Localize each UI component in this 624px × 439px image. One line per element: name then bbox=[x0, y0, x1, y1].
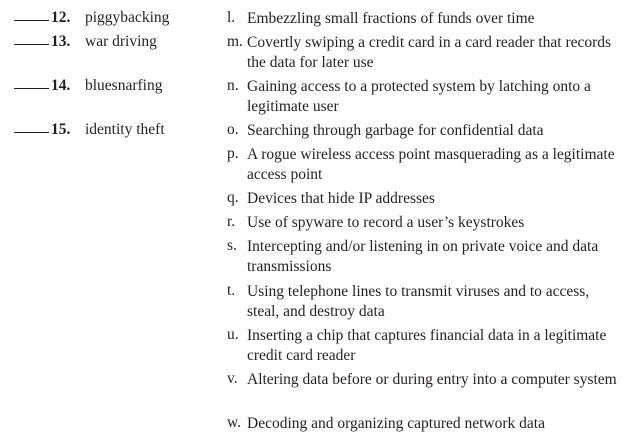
term-text: piggybacking bbox=[85, 9, 170, 26]
term-number: 13. bbox=[51, 33, 71, 50]
definition-text: Searching through garbage for confidential data bbox=[247, 122, 544, 139]
definition-text: A rogue wireless access point masquerading as a legitimate access point bbox=[247, 146, 615, 183]
definition-letter: s. bbox=[227, 237, 237, 254]
definition-letter: v. bbox=[227, 370, 238, 387]
answer-blank[interactable] bbox=[14, 44, 49, 45]
answer-blank[interactable] bbox=[14, 132, 49, 133]
definition-item-v bbox=[227, 370, 619, 390]
definition-item-w bbox=[227, 414, 619, 434]
term-item-14 bbox=[14, 77, 162, 99]
definition-text: Covertly swiping a credit card in a card reader that records the data for later use bbox=[247, 34, 612, 71]
definition-letter: m. bbox=[227, 33, 243, 50]
definition-text: Use of spyware to record a user’s keystrokes bbox=[247, 214, 525, 231]
term-text: identity theft bbox=[85, 121, 165, 138]
definition-item-m bbox=[227, 33, 619, 72]
definition-text: Using telephone lines to transmit viruses and to access, steal, and destroy data bbox=[247, 283, 590, 320]
definition-letter: o. bbox=[227, 121, 239, 138]
definition-text: Decoding and organizing captured network data bbox=[247, 415, 545, 432]
definition-item-s bbox=[227, 237, 619, 276]
definition-text: Inserting a chip that captures financial data in a legitimate credit card reader bbox=[247, 327, 607, 364]
definition-text: Gaining access to a protected system by latching onto a legitimate user bbox=[247, 78, 591, 115]
term-number: 15. bbox=[51, 121, 71, 138]
definition-item-t bbox=[227, 282, 619, 321]
term-text: war driving bbox=[85, 33, 157, 50]
term-item-15 bbox=[14, 121, 165, 143]
term-item-12 bbox=[14, 9, 169, 31]
answer-blank[interactable] bbox=[14, 88, 49, 89]
term-item-13 bbox=[14, 33, 157, 55]
definition-letter: w. bbox=[227, 414, 242, 431]
definition-text: Altering data before or during entry into a computer system bbox=[247, 371, 617, 388]
definition-letter: t. bbox=[227, 282, 236, 299]
definition-text: Devices that hide IP addresses bbox=[247, 190, 435, 207]
definition-item-n bbox=[227, 77, 619, 116]
definition-letter: r. bbox=[227, 213, 236, 230]
definition-letter: u. bbox=[227, 326, 239, 343]
definition-text: Intercepting and/or listening in on private voice and data transmissions bbox=[247, 238, 599, 275]
definition-item-u bbox=[227, 326, 619, 365]
term-text: bluesnarfing bbox=[85, 77, 163, 94]
definition-letter: q. bbox=[227, 189, 239, 206]
definition-item-o bbox=[227, 121, 619, 141]
term-number: 12. bbox=[51, 9, 71, 26]
answer-blank[interactable] bbox=[14, 20, 49, 21]
definition-item-l bbox=[227, 9, 619, 29]
definition-item-q bbox=[227, 189, 619, 209]
definition-letter: l. bbox=[227, 9, 236, 26]
definition-item-r bbox=[227, 213, 619, 233]
definition-letter: p. bbox=[227, 145, 239, 162]
definition-letter: n. bbox=[227, 77, 239, 94]
term-number: 14. bbox=[51, 77, 71, 94]
definition-text: Embezzling small fractions of funds over time bbox=[247, 10, 535, 27]
definition-item-p bbox=[227, 145, 619, 184]
